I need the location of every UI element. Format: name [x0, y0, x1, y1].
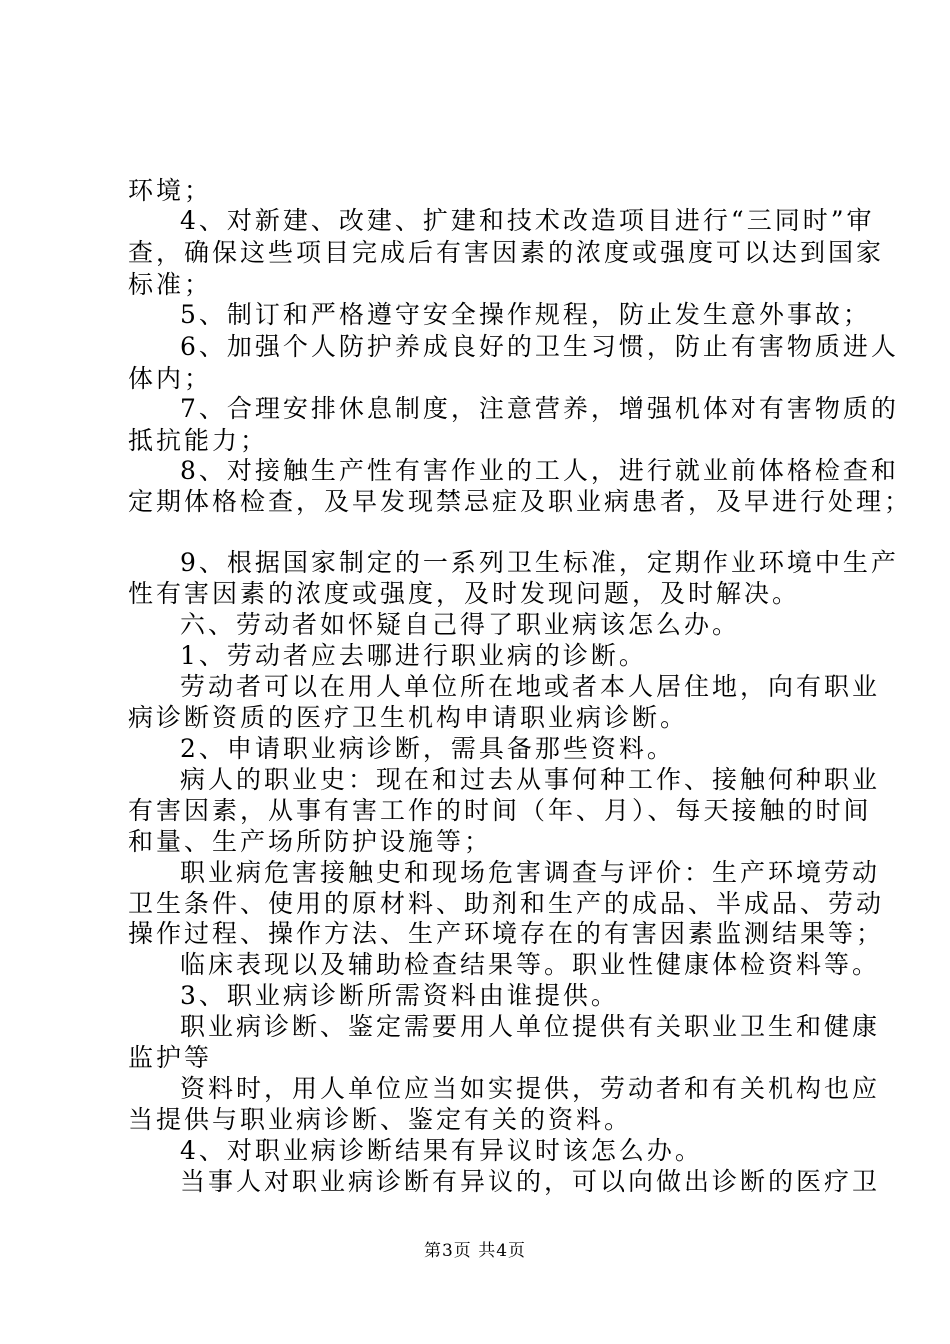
question-heading: 4、对职业病诊断结果有异议时该怎么办。: [180, 1136, 703, 1165]
text-line: 抵抗能力；: [128, 426, 269, 455]
question-heading: 2、申请职业病诊断，需具备那些资料。: [180, 734, 675, 763]
text-line: 查，确保这些项目完成后有害因素的浓度或强度可以达到国家: [128, 238, 885, 267]
text-line: 病人的职业史：现在和过去从事何种工作、接触何种职业: [180, 765, 881, 794]
text-line: 标准；: [128, 270, 213, 299]
question-heading: 1、劳动者应去哪进行职业病的诊断。: [180, 641, 647, 670]
text-line: 病诊断资质的医疗卫生机构申请职业病诊断。: [128, 703, 689, 732]
text-line: 和量、生产场所防护设施等；: [128, 827, 493, 856]
text-line: 性有害因素的浓度或强度，及时发现问题，及时解决。: [128, 579, 801, 608]
text-line: 9、根据国家制定的一系列卫生标准，定期作业环境中生产: [180, 548, 899, 577]
text-line: 有害因素，从事有害工作的时间（年、月）、每天接触的时间: [128, 796, 872, 825]
text-line: 8、对接触生产性有害作业的工人，进行就业前体格检查和: [180, 456, 899, 485]
text-line: 4、对新建、改建、扩建和技术改造项目进行“三同时”审: [180, 206, 875, 235]
text-line: 操作过程、操作方法、生产环境存在的有害因素监测结果等；: [128, 919, 885, 948]
text-line: 环境；: [128, 176, 213, 205]
text-line: 劳动者可以在用人单位所在地或者本人居住地，向有职业: [180, 672, 881, 701]
text-line: 6、加强个人防护养成良好的卫生习惯，防止有害物质进人: [180, 332, 899, 361]
text-line: 临床表现以及辅助检查结果等。职业性健康体检资料等。: [180, 950, 881, 979]
text-line: 职业病诊断、鉴定需要用人单位提供有关职业卫生和健康: [180, 1012, 881, 1041]
text-line: 卫生条件、使用的原材料、助剂和生产的成品、半成品、劳动: [128, 889, 885, 918]
text-line: 职业病危害接触史和现场危害调查与评价：生产环境劳动: [180, 858, 881, 887]
text-line: 7、合理安排休息制度，注意营养，增强机体对有害物质的: [180, 394, 899, 423]
text-line: 资料时，用人单位应当如实提供，劳动者和有关机构也应: [180, 1074, 881, 1103]
text-line: 定期体格检查，及早发现禁忌症及职业病患者，及早进行处理；: [128, 487, 913, 516]
text-line: 当事人对职业病诊断有异议的，可以向做出诊断的医疗卫: [180, 1167, 881, 1196]
text-line: 5、制订和严格遵守安全操作规程，防止发生意外事故；: [180, 300, 871, 329]
page-footer: 第3页 共4页: [423, 1241, 527, 1261]
question-heading: 3、职业病诊断所需资料由谁提供。: [180, 981, 619, 1010]
text-line: 监护等: [128, 1043, 213, 1072]
text-line: 体内；: [128, 364, 213, 393]
section-heading: 六、劳动者如怀疑自己得了职业病该怎么办。: [180, 610, 741, 639]
text-line: 当提供与职业病诊断、鉴定有关的资料。: [128, 1105, 633, 1134]
